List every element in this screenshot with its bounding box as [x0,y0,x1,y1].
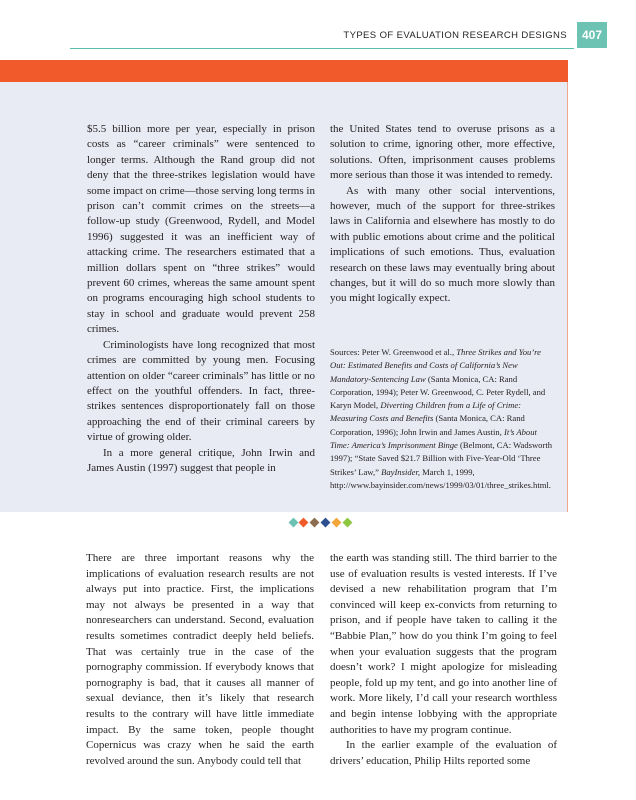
body-left-column [86,551,314,769]
sources-title: Diverting Children from a Life of Crime: Measuring Costs and Benefits [330,400,522,424]
sources-title: BayInsider, [381,466,420,477]
diamond-icon [299,518,309,528]
box-paragraph: In a more general critique, John Irwin and James Austin (1997) suggest that people in [87,446,315,474]
diamond-icon [288,518,298,528]
box-paragraph: As with many other social interventions, however, much of the support for three-strikes laws in California and elsewhere has mostly to do with public emotions about crime and the political implications of such emotions. Thus, evaluation research on these laws may eventually bring about changes, but it will do so much more slowly than you might logically expect. [330,184,555,305]
sources-citation [330,346,555,492]
header-rule [70,48,574,49]
body-right-column [330,551,557,769]
sources-text: Sources: Peter W. Greenwood et al., [330,347,457,357]
diamond-icon [310,518,320,528]
sources-title: It’s About Time: America’s Imprisonment Binge [330,426,537,451]
box-right-column [330,122,555,307]
diamond-icon [331,518,341,528]
diamond-ornament [288,518,352,528]
sources-text: (Santa Monica, CA: Rand Corporation, 1996); John Irwin and James Austin, [330,413,525,437]
running-head: TYPES OF EVALUATION RESEARCH DESIGNS [343,30,567,41]
sources-text: March 1, 1999, http://www.bayinsider.com/news/1999/03/01/three_strikes.html. [330,466,551,490]
diamond-icon [321,518,331,528]
box-paragraph: Criminologists have long recognized that most crimes are committed by young men. Focusing attention on older “career criminals” has little or no effect on the youthful offenders. In fact, three-strikes sentences disproportionately fall on those approaching the end of their criminal careers by virtue of growing older. [87,338,315,444]
box-paragraph: $5.5 billion more per year, especially in prison costs as “career criminals” were sentenced to longer terms. Although the Rand group did not deny that the three-strikes legislation would have some impact on crime—those serving long terms in prison can’t commit crimes on the streets—a follow-up study (Greenwood, Rydell, and Model 1996) suggested it was an inefficient way of attacking crime. The researchers estimated that a million dollars spent on “three strikes” would prevent 60 crimes, whereas the same amount spent on programs encouraging high school students to stay in school and graduate would prevent 258 crimes. [87,123,315,336]
body-paragraph: There are three important reasons why the implications of evaluation research results are not always put into practice. First, the implications may not always be presented in a way that nonresearchers can understand. Second, evaluation results sometimes contradict deeply held beliefs. That was certainly true in the case of the pornography commission. If everybody knows that pornography is bad, that it causes all manner of sexual deviance, then it’s likely that research results to the contrary will have little immediate impact. By the same token, people thought Copernicus was crazy when he said the earth revolved around the sun. Anybody could tell that [86,552,314,767]
box-header-bar [0,60,568,82]
sources-text: (Santa Monica, CA: Rand Corporation, 1994); Peter W. Greenwood, C. Peter Rydell, and Karyn Model, [330,373,546,411]
box-paragraph: the United States tend to overuse prisons as a solution to crime, ignoring other, more effective, solutions. Often, imprisonment causes problems more serious than those it was intended to remedy. [330,123,555,182]
box-left-column [87,122,315,476]
diamond-icon [342,518,352,528]
page-number: 407 [577,22,607,48]
sources-title: Three Strikes and You’re Out: Estimated Benefits and Costs of California’s New Mandatory-Sentencing Law [330,347,541,384]
body-paragraph: In the earlier example of the evaluation of drivers’ education, Philip Hilts reported some [330,739,557,767]
sources-text: (Belmont, CA: Wadsworth 1997); “State Saved $21.7 Billion with Five-Year-Old ‘Three Strikes’ Law,” [330,440,553,477]
body-paragraph: the earth was standing still. The third barrier to the use of evaluation results is vested interests. If I’ve devised a new rehabilitation program that I’m convinced will keep ex-convicts from returning to prison, and if people have taken to calling it the “Babbie Plan,” how do you think I’m going to feel when your evaluation suggests that the program doesn’t work? I might apologize for misleading people, fold up my tent, and go into another line of work. More likely, I’d call your research worthless and begin intense lobbying with the appropriate authorities to have my program continue. [330,552,557,736]
